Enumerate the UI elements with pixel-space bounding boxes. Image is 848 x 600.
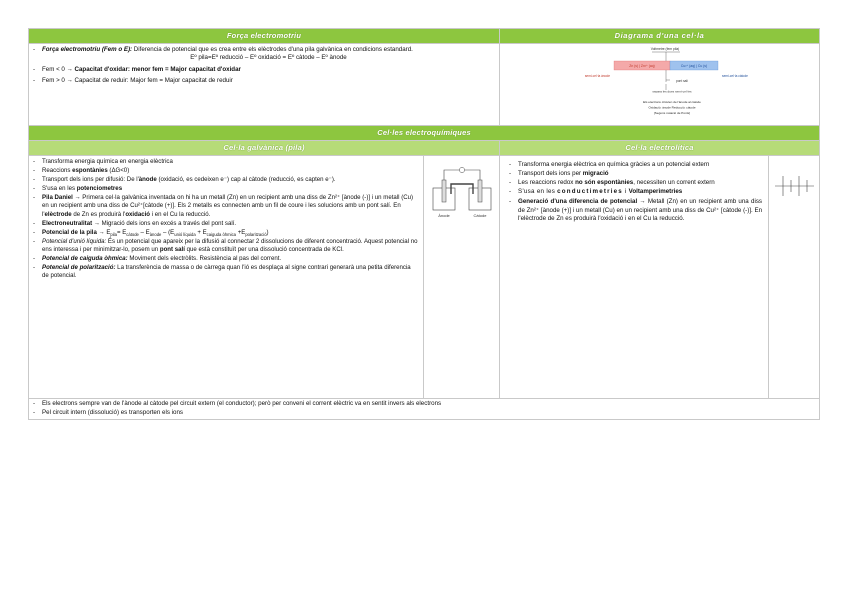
diagram-note-3: [Segons notació de Ponts] <box>653 111 691 115</box>
diagram-left-label: semi-cel·la ànode <box>584 74 611 78</box>
electrolytic-cell-text <box>500 156 769 399</box>
footer-note-1: - Els electrons sempre van de l'ànode al càtode pel circuit extern (el conductor); però per conveni el corrent elèctric va en sentit invers als electrons <box>32 400 815 408</box>
electrolytic-item-2: - Transport dels ions per migració <box>508 170 762 178</box>
anode-label: Ànode <box>438 213 450 218</box>
diagram-cathode-text: Cu²⁺ (aq) | Cu (s) <box>680 64 708 69</box>
fem-term: Força electromotriu (Fem o E): <box>42 46 133 53</box>
fem-negative-text: Fem < 0 → <box>42 65 75 73</box>
diagram-header: Diagrama d'una cel·la <box>500 29 820 44</box>
fem-formula: Eº pila=Eº reducció – Eº oxidació = Eº càtode – Eº ànode <box>190 54 347 62</box>
footer-note-2: - Pel circuit intern (dissolució) es transporten els ions <box>32 409 815 417</box>
salt-bridge <box>451 184 473 194</box>
galvanic-item-6: - Electroneutralitat → Migració dels ions en excés a través del pont salí. <box>32 220 419 228</box>
galvanic-item-7: - Potencial de la pila → $E_{pila}= E_{càtode} - E_{ànode} - (E_{unió líquida} + E_{caiguda òhmica} +E_{polarització})$ <box>32 229 419 237</box>
electrolytic-item-5: - Generació d'una diferencia de potencial → Metall (Zn) en un recipient amb una diss de Zn²⁺ [ànode (+)] i un metall (Cu) en un recipient amb una diss de Cu²⁺ [càtode (-)]. En l'elèctrode de Zn es produirà l'oxidació i en el Cu la reducció. <box>508 198 762 223</box>
galvanic-item-8: - Potencial d'unió líquida: És un potencial que apareix per la difusió al connectar 2 dissolucions de diferent concentració. Aquest potencial no ens interessa i per minimitzar-lo, posem un pont salí que està constituït per una dissolució concentrada de KCl. <box>32 238 419 255</box>
diagram-top-label: Voltmetre (fem pila) <box>650 47 680 51</box>
galvanic-item-2: - Reaccions espontànies (ΔG<0) <box>32 167 419 175</box>
galvanic-header: Cel·la galvànica (pila) <box>29 141 500 156</box>
electrolytic-item-4: - S'usa en les conductimetries i Voltamperimetries <box>508 188 762 196</box>
electrolytic-item-3: - Les reaccions redox no són espontànies, necessiten un corrent extern <box>508 179 762 187</box>
voltmeter-icon <box>459 167 464 172</box>
galvanic-cell-text <box>29 156 424 399</box>
galvanic-item-5: - Pila Daniel → Primera cel·la galvànica inventada on hi ha un metall (Zn) en un recipient amb una diss de Zn²⁺ [ànode (-)] i un metall (Cu) en un recipient amb una diss de Cu²⁺[càtode (+)]. Els 2 metalls es connecten amb un fil de coure i les solucions amb un pont salí. En l'elèctrode de Zn es produirà l'oxidació i en el Cu la reducció. <box>32 194 419 219</box>
footer-notes <box>29 399 820 420</box>
zn-electrode <box>442 180 446 202</box>
fem-header: Força electromotriu <box>29 29 500 44</box>
diagram-bridge-label: pont salí <box>676 79 689 83</box>
electrolytic-diagram-cell <box>769 156 820 399</box>
daniell-cell-diagram <box>424 162 500 222</box>
summary-table <box>28 28 820 420</box>
cell-diagram <box>500 44 820 126</box>
diagram-bottom-label: separa les dues semi-cel·les <box>652 89 692 94</box>
electrolytic-header: Cel·la electrolítica <box>500 141 820 156</box>
cathode-label: Càtode <box>473 213 487 218</box>
fem-negative-bold: Capacitat d'oxidar: menor fem = Major capacitat d'oxidar <box>74 65 241 73</box>
cell-diagram-svg <box>500 44 820 120</box>
diagram-note-1: Els electrons circulen de l'ànode al càtode <box>643 100 701 104</box>
electrolytic-item-1: - Transforma energia elèctrica en química gràcies a un potencial extern <box>508 161 762 169</box>
cells-header: Cel·les electroquímiques <box>29 126 820 141</box>
diagram-anode-text: Zn (s) | Zn²⁺ (aq) <box>629 64 655 69</box>
fem-definition <box>32 46 495 63</box>
galvanic-item-4: - S'usa en les potenciometres <box>32 185 419 193</box>
diagram-note-2: Oxidació: ànode Reducció: càtode <box>648 105 696 110</box>
fem-def-text: Diferencia de potencial que es crea entre els elèctrodes d'una pila galvànica en condicions estandard. <box>132 46 413 53</box>
fem-section <box>29 44 500 126</box>
summary-sheet <box>28 28 819 420</box>
galvanic-item-1: - Transforma energia química en energia elèctrica <box>32 158 419 166</box>
fem-negative <box>32 66 495 74</box>
fem-positive: - Fem > 0 → Capacitat de reduir: Major fem = Major capacitat de reduir <box>32 77 495 85</box>
diagram-right-label: semi-cel·la càtode <box>722 74 748 78</box>
cu-electrode <box>478 180 482 202</box>
galvanic-item-10: - Potencial de polarització: La transferència de massa o de càrrega quan l'ió es desplaça al signe contrari generarà una petita diferencia de potencial. <box>32 264 419 281</box>
galvanic-diagram-cell <box>424 156 500 399</box>
galvanic-item-9: - Potencial de caiguda òhmica: Moviment dels electròlits. Resistència al pas del corrent. <box>32 255 419 263</box>
galvanic-item-3: - Transport dels ions per difusió: De l'ànode (oxidació, es cedeixen e⁻) cap al càtode (reducció, es capten e⁻). <box>32 176 419 184</box>
electrolytic-cell-diagram <box>769 162 820 212</box>
